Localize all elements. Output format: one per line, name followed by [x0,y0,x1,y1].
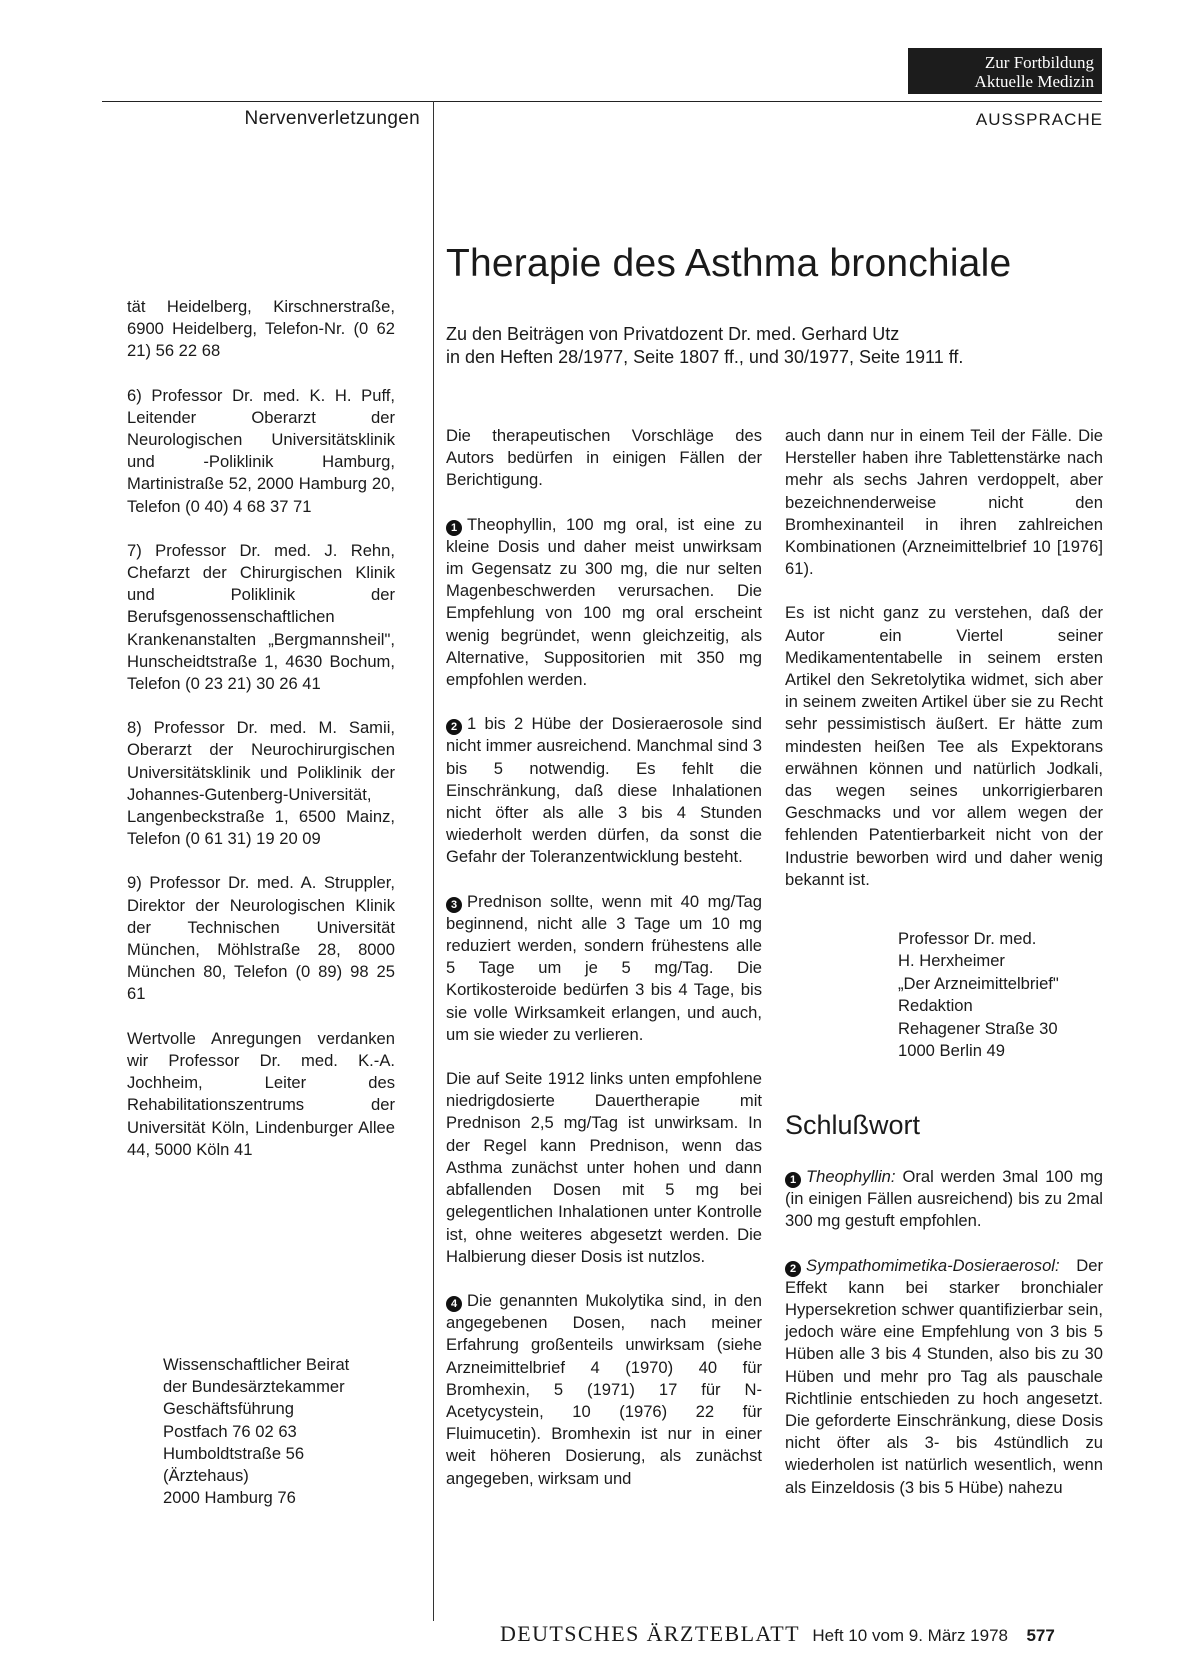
numbered-paragraph [446,713,762,868]
number-3-icon: 3 [446,897,462,913]
right-column [785,425,1103,891]
item-label: Theophyllin: [806,1167,896,1186]
signature-line: Professor Dr. med. [898,929,1037,948]
paragraph-text: 1 bis 2 Hübe der Dosieraerosole sind nicht immer ausreichend. Manchmal sind 3 bis 5 notwendig. Es fehlt die Einschränkung, daß diese Inhalationen nicht öfter als alle 3 bis 4 Stunden wiederholt werden dürfen, da sonst die Gefahr der Toleranzentwicklung besteht. [446,714,762,867]
left-paragraph: 6) Professor Dr. med. K. H. Puff, Leitender Oberarzt der Neurologischen Universitätsklinik und -Poliklinik Hamburg, Martinistraße 52, 2000 Hamburg 20, Telefon (0 40) 4 68 37 71 [127,385,395,516]
body-paragraph: auch dann nur in einem Teil der Fälle. Die Hersteller haben ihre Tablettenstärke nach mehr als sechs Jahren verdoppelt, aber bezeichnenderweise nicht den Bromhexinanteil in ihren zahlreichen Kombinationen (Arzneimittelbrief 10 [1976] 61). [785,426,1103,579]
address-line: 2000 Hamburg 76 [163,1488,296,1508]
left-paragraph: 8) Professor Dr. med. M. Samii, Oberarzt der Neurochirurgischen Universitätsklinik und Poliklinik der Johannes-Gutenberg-Universität, Langenbeckstraße 1, 6500 Mainz, Telefon (0 61 31) 19 20 09 [127,718,395,849]
numbered-paragraph [785,1166,1103,1233]
number-1-icon: 1 [785,1172,801,1188]
numbered-paragraph [446,891,762,1046]
intro-paragraph: Die therapeutischen Vorschläge des Autors bedürfen in einigen Fällen der Berichtigung. [446,426,762,490]
article-subtitle [446,323,1106,369]
left-paragraph: tät Heidelberg, Kirschnerstraße, 6900 Heidelberg, Telefon-Nr. (0 62 21) 56 22 68 [127,297,395,361]
address-line: Geschäftsführung [163,1399,294,1419]
body-paragraph: Die auf Seite 1912 links unten empfohlene niedrigdosierte Dauertherapie mit Prednison 2,5 mg/Tag ist unwirksam. In der Regel kann Prednison, wenn das Asthma zunächst unter hohen und dann abfallenden Dosen mit 5 mg bei gelegentlichen Inhalationen unter Kontrolle ist, ohne weiteres abgesetzt werden. Die Halbierung dieser Dosis ist nutzlos. [446,1069,762,1266]
badge-line-2: Aktuelle Medizin [974,72,1094,91]
paragraph-text: Oral werden 3mal 100 mg (in einigen Fällen ausreichend) bis zu 2mal 300 mg gestuft empfohlen. [785,1167,1103,1231]
header-rule [102,101,1102,102]
paragraph-text: Prednison sollte, wenn mit 40 mg/Tag beginnend, nicht alle 3 Tage um 10 mg reduziert werden, sondern frühestens alle 5 Tage um je 5 mg/Tag. Die Kortikosteroide bedürfen 3 bis 4 Tage, bis sie volle Wirksamkeit erlangen, und auch, um sie wieder zu verlieren. [446,891,762,1044]
left-paragraph: Wertvolle Anregungen verdanken wir Professor Dr. med. K.-A. Jochheim, Leiter des Rehabilitationszentrums der Universität Köln, Lindenburger Allee 44, 5000 Köln 41 [127,1028,395,1159]
numbered-paragraph [446,514,762,692]
middle-column [446,425,762,1490]
signature-line: „Der Arzneimittelbrief" [898,973,1059,993]
address-line: (Ärztehaus) [163,1466,249,1486]
address-line: Wissenschaftlicher Beirat [163,1355,350,1374]
body-paragraph: Es ist nicht ganz zu verstehen, daß der Autor ein Viertel seiner Medikamententabelle in seinem ersten Artikel den Sekretolytika widmet, sich aber in seinem zweiten Artikel über sie zu Recht sehr pessimistisch äußert. Er hätte zum mindesten heißen Tee als Expektorans erwähnen können und natürlich Jodkali, das wegen seines unkorrigierbaren Geschmacks und vor allem wegen der fehlenden Patentierbarkeit nicht von der Industrie beworben wird und daher wenig bekannt ist. [785,603,1103,889]
running-head-right: AUSSPRACHE [975,110,1103,129]
numbered-paragraph [446,1290,762,1490]
issue-info: Heft 10 vom 9. März 1978 [812,1626,1008,1645]
signature-block [898,928,1059,1062]
number-4-icon: 4 [446,1296,462,1312]
address-block [163,1354,349,1509]
number-1-icon: 1 [446,520,462,536]
subtitle-line-2: in den Heften 28/1977, Seite 1807 ff., und 30/1977, Seite 1911 ff. [446,347,964,367]
item-label: Sympathomimetika-Dosieraerosol: [806,1255,1060,1275]
article-title: Therapie des Asthma bronchiale [446,242,1012,285]
page-number: 577 [1026,1626,1055,1645]
numbered-paragraph [785,1255,1103,1499]
left-paragraph: 7) Professor Dr. med. J. Rehn, Chefarzt der Chirurgischen Klinik und Poliklinik der Berufsgenossenschaftlichen Krankenanstalten „Bergmannsheil", Hunscheidtstraße 1, 4630 Bochum, Telefon (0 23 21) 30 26 41 [127,540,395,694]
section-heading: Schlußwort [785,1110,921,1140]
left-paragraph: 9) Professor Dr. med. A. Struppler, Direktor der Neurologischen Klinik der Technischen Universität München, Möhlstraße 28, 8000 München 80, Telefon (0 89) 98 25 61 [127,873,395,1004]
number-2-icon: 2 [785,1261,801,1277]
paragraph-text: Die genannten Mukolytika sind, in den angegebenen Dosen, nach meiner Erfahrung großenteils unwirksam (siehe Arzneimittelbrief 4 (1970) 40 für Bromhexin, 5 (1971) 17 für N-Acetycystein, 10 (1976) 22 für Fluimucetin). Bromhexin ist nur in einer weit höheren Dosierung, als zunächst angegeben, wirksam und [446,1290,762,1488]
magazine-name: DEUTSCHES ÄRZTEBLATT [500,1621,800,1646]
paragraph-text: Der Effekt kann bei starker bronchialer Hypersekretion schwer quantifizierbar sein, jedoch wäre eine Empfehlung von 3 bis 5 Hüben alle 3 bis 4 Stunden, also bis zu 30 Hüben und mehr pro Tag als pauschale Richtlinie entschieden zu hoch angesetzt. Die geforderte Einschränkung, diese Dosis nicht öfter als 3- bis 4stündlich zu wiederholen ist natürlich wesentlich, wenn als Einzeldosis (3 bis 5 Hübe) nahezu [785,1255,1103,1497]
signature-line: H. Herxheimer [898,951,1005,971]
column-divider [433,101,434,1621]
address-line: Humboldtstraße 56 [163,1443,305,1463]
paragraph-text: Theophyllin, 100 mg oral, ist eine zu kleine Dosis und daher meist unwirksam im Gegensatz zu 300 mg, die nur selten Magenbeschwerden verursachen. Die Empfehlung von 100 mg oral erscheint wenig begründet, wenn gleichzeitig, als Alternative, Suppositorien mit 350 mg empfohlen werden. [446,514,762,690]
signature-line: Rehagener Straße 30 [898,1018,1058,1038]
badge-line-1: Zur Fortbildung [984,53,1094,72]
reply-section [785,1166,1103,1499]
signature-line: 1000 Berlin 49 [898,1041,1006,1061]
section-badge [908,48,1102,94]
address-line: der Bundesärztekammer [163,1377,345,1397]
signature-line: Redaktion [898,996,973,1016]
number-2-icon: 2 [446,719,462,735]
page-footer [500,1621,1055,1647]
left-column [127,296,395,1161]
running-head-left: Nervenverletzungen [244,108,420,129]
address-line: Postfach 76 02 63 [163,1421,297,1441]
subtitle-line-1: Zu den Beiträgen von Privatdozent Dr. med. Gerhard Utz [446,324,900,344]
